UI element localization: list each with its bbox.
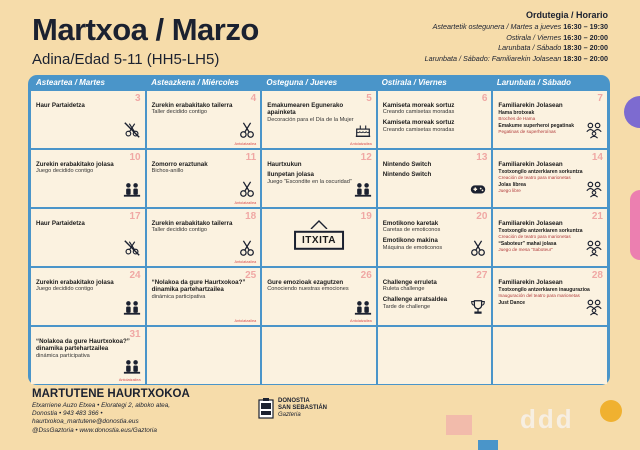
decor-shape	[630, 190, 640, 260]
day-cell	[262, 91, 376, 148]
activity-subtitle: Creando camisetas moradas	[382, 126, 455, 133]
logo-text: DONOSTIA SAN SEBASTIÁN Gazteria	[278, 398, 328, 418]
activity-subtitle: Taller decidido contigo	[151, 109, 207, 116]
activity-subtitle: Juego “Escondite en la oscuridad”	[267, 178, 352, 185]
activity-item: Txotxongilo antzerkiaren inaugurazioa	[498, 287, 590, 294]
day-number: 14	[591, 152, 603, 163]
activity-title: Zurekin erabakitako tailerra	[151, 220, 233, 227]
day-cell	[147, 327, 261, 384]
schedule-title: Ordutegia / Horario	[525, 10, 608, 20]
activity-item-sub: Broches de Hama	[498, 116, 536, 122]
schedule-row: Ostirala / Viernes 16:30 – 20:00	[506, 32, 608, 42]
family-icon	[585, 298, 603, 316]
decor-letters-icon: ddd	[520, 404, 574, 434]
day-cell	[31, 268, 145, 325]
day-number: 20	[476, 211, 488, 222]
activity-item: Txotxongilo antzerkiaren sorkuntza	[498, 169, 583, 176]
no-scissors-icon	[123, 121, 141, 139]
decor-shape	[446, 415, 472, 435]
activity-item-sub: Inauguración del teatro para marionetas	[498, 293, 580, 299]
activity-title: Familiarekin Jolasean	[498, 220, 563, 227]
kids-icon	[123, 357, 141, 375]
sign-hook-icon	[309, 219, 329, 229]
column-header: Ostirala / Viernes	[381, 78, 447, 87]
column-header: Asteazkena / Miércoles	[151, 78, 239, 87]
decor-shape	[600, 400, 622, 422]
day-cell	[262, 327, 376, 384]
activity-title: Zurekin erabakitako jolasa	[36, 161, 114, 168]
day-cell	[378, 209, 492, 266]
day-number: 31	[129, 329, 141, 340]
organizer-tag: Antolatzailea	[118, 378, 141, 382]
day-cell	[493, 327, 607, 384]
activity-title: “Nolakoa da gure Haurtxokoa?” dinamika partehartzailea	[151, 279, 246, 294]
city-logo	[258, 398, 327, 422]
day-number: 17	[129, 211, 141, 222]
day-number: 11	[245, 152, 257, 163]
organizer-tag: Antolatzailea	[234, 201, 257, 205]
day-cell	[147, 91, 261, 148]
email-link[interactable]: haurtxokoa_martutene@donostia.eus	[32, 418, 139, 426]
activity-item-sub: Pegatinas de superheroínas	[498, 129, 556, 135]
activity-title: Challenge arratsaldea	[382, 296, 448, 304]
activity-title: Emotikono makina	[382, 237, 438, 245]
activity-title: Haur Partaidetza	[36, 102, 85, 109]
day-cell	[31, 150, 145, 207]
day-number: 19	[360, 211, 372, 222]
activity-subtitle: Ruleta challenge	[382, 286, 425, 293]
activity-title: Zomorro eraztunak	[151, 161, 208, 168]
day-number: 4	[250, 93, 257, 104]
activity-subtitle: dinámica participativa	[151, 293, 206, 300]
day-cell	[493, 268, 607, 325]
activity-item-sub: Creación de teatro para marionetas	[498, 175, 571, 181]
day-cell	[493, 209, 607, 266]
day-cell	[378, 327, 492, 384]
decor-shape	[624, 96, 640, 128]
day-cell	[31, 209, 145, 266]
schedule-row: Larunbata / Sábado 18:30 – 20:00	[498, 43, 608, 53]
kids-icon	[123, 180, 141, 198]
scissors-icon	[238, 239, 256, 257]
day-cell	[147, 268, 261, 325]
scissors-icon	[238, 121, 256, 139]
day-number: 24	[129, 270, 141, 281]
center-address: Etxarriene Auzo Etxea • Elorategi 2, alboko atea, Donostia • 943 483 366 • haurtxokoa_martutene@donostia.eus @DssGaztoria • www.donostia.eus/Gaztoria	[32, 402, 272, 435]
activity-item: Emakume superheroi pegatinak	[498, 123, 574, 130]
day-cell	[378, 150, 492, 207]
activity-item-sub: Juego de mesa “Saboteur”	[498, 247, 553, 253]
kids-icon	[354, 298, 372, 316]
organizer-tag: Antolatzailea	[350, 142, 372, 146]
decor-shape	[478, 440, 498, 450]
page-title: Martxoa / Marzo	[32, 12, 259, 47]
activity-title: Kamiseta moreak sortuz	[382, 102, 455, 109]
activity-title: Haur Partaidetza	[36, 220, 85, 227]
activity-subtitle: Juego decidido contigo	[36, 286, 94, 293]
activity-title: Nintendo Switch	[382, 161, 432, 168]
day-number: 25	[245, 270, 257, 281]
organizer-tag: Antolatzailea	[234, 260, 257, 264]
calendar-header	[31, 75, 607, 91]
calendar-grid	[31, 91, 607, 384]
family-icon	[585, 239, 603, 257]
activity-subtitle: Creando camisetas moradas	[382, 109, 455, 116]
day-cell	[147, 150, 261, 207]
schedule-row: Asteartetik ostegunera / Martes a jueves 16:30 – 19:30	[432, 22, 608, 32]
activity-subtitle: Conociendo nuestras emociones	[267, 286, 349, 293]
day-cell	[378, 91, 492, 148]
day-number: 7	[597, 93, 603, 104]
activity-title: Ilunpetan jolasa	[267, 171, 314, 179]
organizer-tag: Antolatzailea	[234, 319, 257, 323]
activity-item: Txotxongilo antzerkiaren sorkuntza	[498, 228, 583, 235]
activity-title: Haurtxukun	[267, 161, 302, 168]
column-header: Larunbata / Sábado	[496, 78, 572, 87]
activity-subtitle: Decoración para el Día de la Mujer	[267, 116, 354, 123]
activity-subtitle: Bichos-anillo	[151, 168, 184, 175]
page-subtitle: Adina/Edad 5-11 (HH5-LH5)	[32, 51, 220, 68]
day-cell	[493, 150, 607, 207]
scissors-icon	[238, 180, 256, 198]
day-number: 18	[245, 211, 257, 222]
day-cell	[31, 91, 145, 148]
activity-title: Familiarekin Jolasean	[498, 102, 563, 109]
day-cell	[493, 91, 607, 148]
activity-subtitle: Taller decidido contigo	[151, 227, 207, 234]
calendar	[28, 75, 610, 385]
activity-subtitle: Tarde de challenge	[382, 303, 431, 310]
web-link[interactable]: @DssGaztoria • www.donostia.eus/Gaztoria	[32, 426, 157, 434]
day-number: 26	[360, 270, 372, 281]
activity-title: Zurekin erabakitako tailerra	[151, 102, 233, 109]
day-cell	[262, 150, 376, 207]
gamepad-icon	[469, 180, 487, 198]
activity-title: Zurekin erabakitako jolasa	[36, 279, 114, 286]
day-cell	[262, 268, 376, 325]
day-number: 6	[481, 93, 488, 104]
activity-subtitle: dinámica participativa	[36, 352, 90, 359]
activity-title: Familiarekin Jolasean	[498, 161, 563, 168]
activity-subtitle: Máquina de emoticonos	[382, 244, 443, 251]
day-cell	[378, 268, 492, 325]
schedule-row: Larunbata / Sábado: Familiarekin Jolasean 18:30 – 20:00	[424, 53, 608, 63]
activity-item: Jolas librea	[498, 182, 526, 189]
day-cell	[147, 209, 261, 266]
activity-title: Emakumearen Egunerako apainketa	[267, 102, 344, 117]
day-cell	[31, 327, 145, 384]
day-number: 12	[360, 152, 372, 163]
no-scissors-icon	[123, 239, 141, 257]
activity-title: “Nolakoa da gure Haurtxokoa?” dinamika partehartzailea	[36, 338, 130, 353]
kids-icon	[354, 180, 372, 198]
center-name: MARTUTENE HAURTXOKOA	[32, 388, 190, 400]
activity-title: Familiarekin Jolasean	[498, 279, 563, 286]
activity-item: Hama brotxeak	[498, 110, 535, 117]
day-cell	[262, 209, 376, 266]
activity-title: Challenge erruleta	[382, 279, 437, 286]
day-number: 3	[135, 93, 141, 104]
activity-title: Gure emozioak ezagutzen	[267, 279, 344, 286]
scissors-icon	[469, 239, 487, 257]
activity-title: Emotikono karetak	[382, 220, 439, 227]
day-number: 13	[476, 152, 488, 163]
shield-icon	[258, 398, 274, 422]
activity-subtitle: Caretas de emoticonos	[382, 227, 441, 234]
cake-icon	[354, 121, 372, 139]
day-number: 5	[366, 93, 372, 104]
activity-item: “Saboteur” mahai jolasa	[498, 241, 557, 248]
day-number: 10	[129, 152, 141, 163]
activity-item-sub: Juego libre	[498, 188, 521, 194]
activity-title: Nintendo Switch	[382, 171, 432, 179]
organizer-tag: Antolatzailea	[350, 319, 372, 323]
activity-title: Kamiseta moreak sortuz	[382, 119, 455, 127]
kids-icon	[123, 298, 141, 316]
organizer-tag: Antolatzailea	[234, 142, 257, 146]
activity-subtitle: Juego decidido contigo	[36, 168, 94, 175]
day-number: 28	[591, 270, 603, 281]
column-header: Osteguna / Jueves	[266, 78, 338, 87]
day-number: 27	[476, 270, 488, 281]
day-number: 21	[591, 211, 603, 222]
trophy-icon	[469, 298, 487, 316]
activity-item-sub: Creación de teatro para marionetas	[498, 234, 571, 240]
activity-item: Just Dance	[498, 300, 526, 307]
family-icon	[585, 121, 603, 139]
column-header: Asteartea / Martes	[36, 78, 105, 87]
closed-sign: ITXITA	[294, 230, 344, 249]
family-icon	[585, 180, 603, 198]
footer	[32, 388, 272, 435]
schedule-box	[308, 10, 608, 64]
